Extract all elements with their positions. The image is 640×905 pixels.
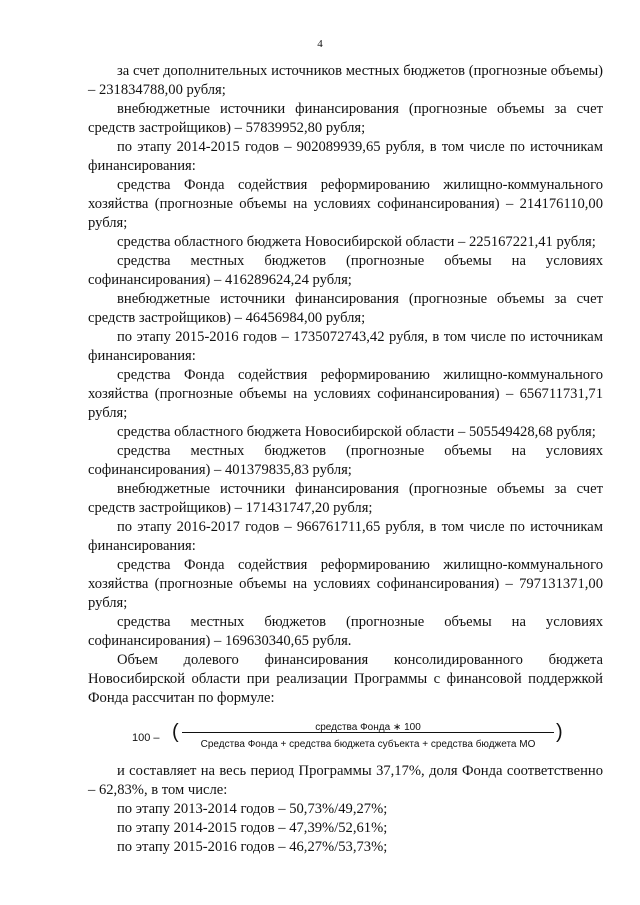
paragraph: по этапу 2014-2015 годов – 47,39%/52,61%; xyxy=(117,820,388,836)
paragraph: по этапу 2015-2016 годов – 1735072743,42 рубля, в том числе по источникам финансирования: xyxy=(88,329,603,364)
paragraph: средства областного бюджета Новосибирской области – 225167221,41 рубля; xyxy=(117,234,596,250)
paragraph: внебюджетные источники финансирования (прогнозные объемы за счет средств застройщиков) – 46456984,00 рубля; xyxy=(88,291,603,326)
paragraph: по этапу 2014-2015 годов – 902089939,65 рубля, в том числе по источникам финансирования: xyxy=(88,139,603,174)
paragraph: внебюджетные источники финансирования (прогнозные объемы за счет средств застройщиков) – 171431747,20 рубля; xyxy=(88,481,603,516)
formula-numerator: средства Фонда ∗ 100 xyxy=(315,722,421,733)
paragraph: средства областного бюджета Новосибирской области – 505549428,68 рубля; xyxy=(117,424,596,440)
paragraph: средства Фонда содействия реформированию жилищно-коммунального хозяйства (прогнозные объемы на условиях софинансирования) – 797131371,00 рубля; xyxy=(88,557,603,611)
formula-open-paren: ( xyxy=(172,721,179,743)
formula-denominator: Средства Фонда + средства бюджета субъекта + средства бюджета МО xyxy=(200,739,536,750)
paragraph: за счет дополнительных источников местных бюджетов (прогнозные объемы) – 231834788,00 рубля; xyxy=(88,63,603,98)
share-formula xyxy=(88,714,603,756)
document-body xyxy=(88,62,603,857)
paragraph: средства местных бюджетов (прогнозные объемы на условиях софинансирования) – 401379835,83 рубля; xyxy=(88,443,603,478)
paragraph: Объем долевого финансирования консолидированного бюджета Новосибирской области при реализации Программы с финансовой поддержкой Фонда рассчитан по формуле: xyxy=(88,652,603,706)
paragraph: средства местных бюджетов (прогнозные объемы на условиях софинансирования) – 169630340,65 рубля. xyxy=(88,614,603,649)
paragraph: по этапу 2015-2016 годов – 46,27%/53,73%; xyxy=(117,839,388,855)
paragraph: средства Фонда содействия реформированию жилищно-коммунального хозяйства (прогнозные объемы на условиях софинансирования) – 656711731,71 рубля; xyxy=(88,367,603,421)
paragraph: внебюджетные источники финансирования (прогнозные объемы за счет средств застройщиков) – 57839952,80 рубля; xyxy=(88,101,603,136)
paragraph: по этапу 2016-2017 годов – 966761711,65 рубля, в том числе по источникам финансирования: xyxy=(88,519,603,554)
formula-fraction-bar xyxy=(182,732,554,733)
paragraph: средства Фонда содействия реформированию жилищно-коммунального хозяйства (прогнозные объемы на условиях софинансирования) – 214176110,00 рубля; xyxy=(88,177,603,231)
formula-close-paren: ) xyxy=(556,721,563,743)
page-number: 4 xyxy=(317,38,323,50)
formula-lead: 100 – xyxy=(132,732,160,744)
paragraph: по этапу 2013-2014 годов – 50,73%/49,27%; xyxy=(117,801,388,817)
paragraph: и составляет на весь период Программы 37,17%, доля Фонда соответственно – 62,83%, в том числе: xyxy=(88,763,603,798)
paragraph: средства местных бюджетов (прогнозные объемы на условиях софинансирования) – 416289624,24 рубля; xyxy=(88,253,603,288)
